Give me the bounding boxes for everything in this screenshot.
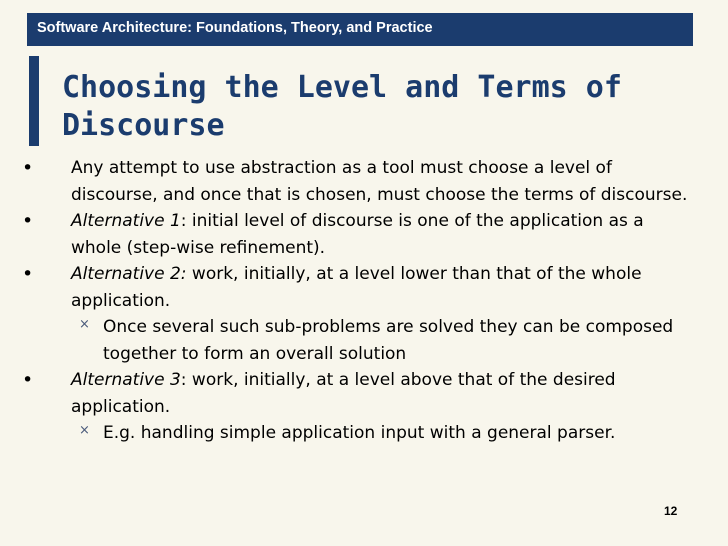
title-accent-bar (29, 56, 39, 146)
bullet-icon: • (22, 210, 34, 232)
sub-bullet-icon: × (79, 317, 90, 332)
header-bar (27, 13, 693, 46)
course-title: Software Architecture: Foundations, Theory, and Practice (37, 20, 433, 36)
bullet-text: Any attempt to use abstraction as a tool must choose a level of discourse, and once that is chosen, must choose the terms of discourse. (71, 158, 688, 205)
sub-bullet-text: E.g. handling simple application input with a general parser. (103, 423, 616, 443)
sub-bullet-icon: × (79, 423, 90, 438)
page-number: 12 (664, 504, 678, 518)
bullet-item-2 (0, 208, 728, 261)
bullet-icon: • (22, 263, 34, 285)
bullet-lead: Alternative 3 (71, 370, 181, 390)
bullet-text: : work, initially, at a level above that of the desired application. (71, 370, 616, 417)
bullet-lead: Alternative 1 (71, 211, 181, 231)
bullet-item-1 (0, 155, 728, 208)
bullet-icon: • (22, 369, 34, 391)
bullet-item-3 (0, 261, 728, 314)
sub-bullet-text: Once several such sub-problems are solved they can be composed together to form an overall solution (103, 317, 674, 364)
bullet-text: : initial level of discourse is one of the application as a whole (step-wise refinement). (71, 211, 644, 258)
sub-bullet-item-1 (0, 314, 728, 367)
bullet-list (0, 155, 728, 447)
bullet-lead: Alternative 2: (71, 264, 187, 284)
slide-title: Choosing the Level and Terms of Discourse (62, 70, 622, 143)
sub-bullet-item-2 (0, 420, 728, 447)
bullet-item-4 (0, 367, 728, 420)
bullet-icon: • (22, 157, 34, 179)
bullet-text: work, initially, at a level lower than that of the whole application. (71, 264, 642, 311)
